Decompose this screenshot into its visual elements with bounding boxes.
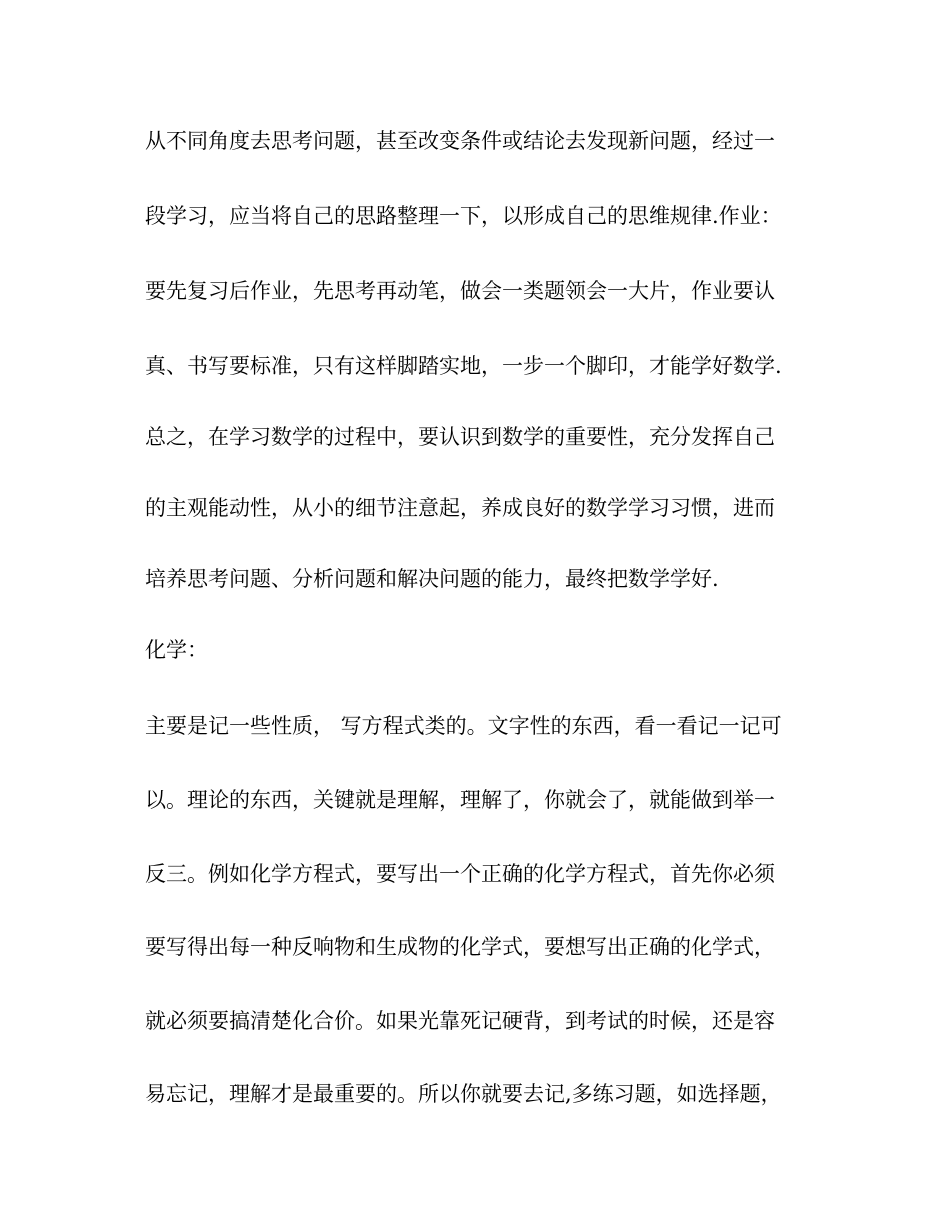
text-line: 主要是记一些性质， 写方程式类的。文字性的东西，看一看记一记可 (145, 714, 782, 738)
text-line: 以。理论的东西，关键就是理解，理解了，你就会了，就能做到举一 (145, 788, 775, 812)
text-line: 要先复习后作业，先思考再动笔，做会一类题领会一大片，作业要认 (145, 279, 775, 303)
text-line: 反三。例如化学方程式，要写出一个正确的化学方程式，首先你必须 (145, 862, 775, 886)
text-line: 易忘记，理解才是最重要的。所以你就要去记,多练习题，如选择题， (145, 1082, 782, 1106)
text-line: 的主观能动性，从小的细节注意起，养成良好的数学学习习惯，进而 (145, 496, 775, 520)
text-line: 总之，在学习数学的过程中，要认识到数学的重要性，充分发挥自己 (145, 425, 775, 449)
text-line: 培养思考问题、分析问题和解决问题的能力，最终把数学学好. (145, 567, 719, 591)
text-line: 从不同角度去思考问题，甚至改变条件或结论去发现新问题，经过一 (145, 129, 775, 153)
text-line: 段学习，应当将自己的思路整理一下，以形成自己的思维规律.作业： (145, 204, 782, 228)
text-line: 就必须要搞清楚化合价。如果光靠死记硬背，到考试的时候，还是容 (145, 1009, 775, 1033)
text-line: 要写得出每一种反响物和生成物的化学式，要想写出正确的化学式， (145, 935, 775, 959)
section-heading: 化学： (145, 638, 208, 662)
text-line: 真、书写要标准，只有这样脚踏实地，一步一个脚印，才能学好数学. (145, 354, 782, 378)
